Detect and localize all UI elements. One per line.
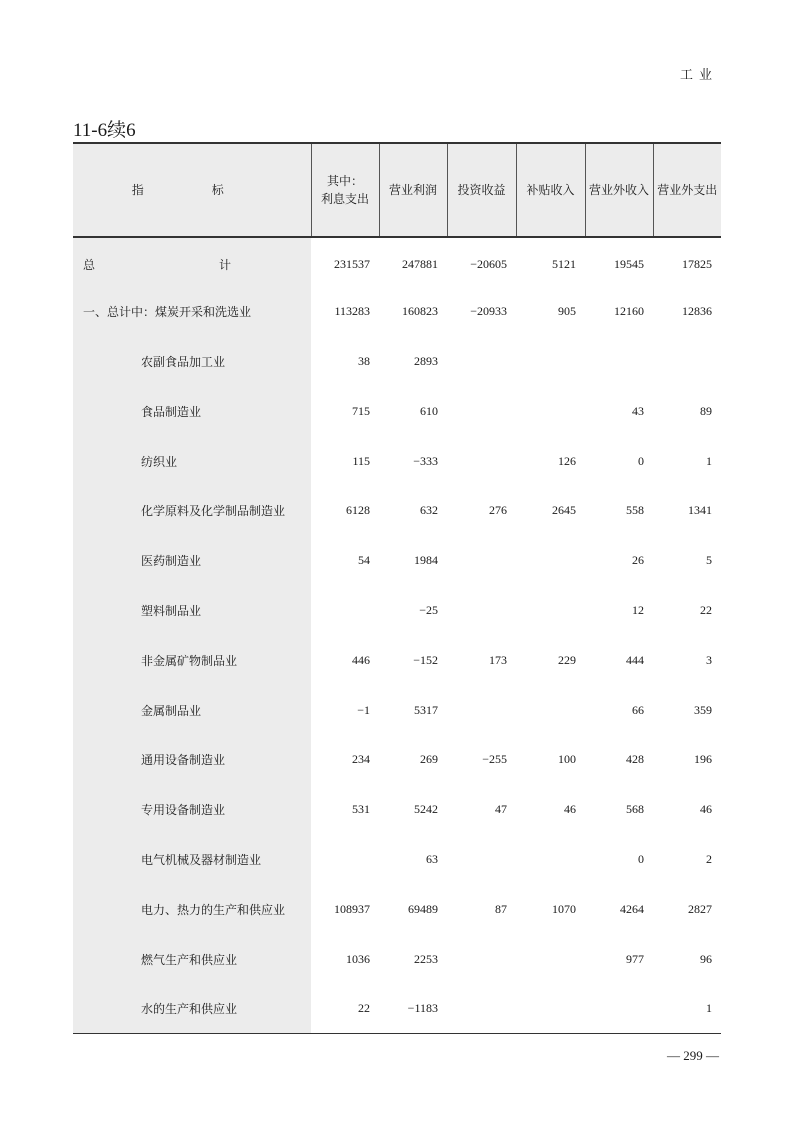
table-row <box>73 287 721 337</box>
column-header-non-operating-income: 营业外收入 <box>585 143 653 237</box>
row-label: 非金属矿物制品业 <box>73 635 311 685</box>
row-label: 水的生产和供应业 <box>73 984 311 1034</box>
table-cell <box>516 835 585 885</box>
page-number: — 299 — <box>667 1048 719 1063</box>
table-cell: 359 <box>694 702 712 717</box>
table-cell: 1341 <box>688 503 712 518</box>
table-cell: 715 <box>352 403 370 418</box>
table-cell: 115 <box>352 453 370 468</box>
table-row <box>73 486 721 536</box>
table-cell: −20605 <box>470 257 507 272</box>
table-cell: 22 <box>700 602 712 617</box>
table-cell: 38 <box>358 353 370 368</box>
table-cell: 269 <box>420 752 438 767</box>
table-cell <box>516 685 585 735</box>
section-label: 工业 <box>679 68 718 83</box>
table-body <box>73 237 721 1034</box>
table-cell <box>447 934 516 984</box>
table-cell <box>311 835 379 885</box>
table-cell: −255 <box>482 752 507 767</box>
table-cell: 558 <box>626 503 644 518</box>
table-cell: 905 <box>558 304 576 319</box>
table-cell: 196 <box>694 752 712 767</box>
table-row <box>73 237 721 287</box>
table-cell: 234 <box>352 752 370 767</box>
table-cell: 12836 <box>682 304 712 319</box>
row-label: 总 计 <box>73 237 311 287</box>
table-row <box>73 635 721 685</box>
table-cell <box>516 386 585 436</box>
table-cell: 12 <box>632 602 644 617</box>
table-row <box>73 586 721 636</box>
table-cell <box>447 436 516 486</box>
table-cell: 568 <box>626 802 644 817</box>
table-cell <box>447 984 516 1034</box>
row-label: 电力、热力的生产和供应业 <box>73 884 311 934</box>
table-cell <box>447 386 516 436</box>
table-cell <box>585 337 653 387</box>
table-cell: 17825 <box>682 257 712 272</box>
table-row <box>73 934 721 984</box>
table-cell: 2 <box>706 851 712 866</box>
row-label: 纺织业 <box>73 436 311 486</box>
table-cell: 446 <box>352 652 370 667</box>
table-cell: 126 <box>558 453 576 468</box>
row-label: 金属制品业 <box>73 685 311 735</box>
table-cell: 66 <box>632 702 644 717</box>
column-header-operating-profit: 营业利润 <box>379 143 447 237</box>
table-cell: −20933 <box>470 304 507 319</box>
table-cell: 247881 <box>402 257 438 272</box>
table-cell: 5317 <box>414 702 438 717</box>
table-row <box>73 984 721 1034</box>
table-cell: 276 <box>489 503 507 518</box>
table-cell: 87 <box>495 901 507 916</box>
table-cell: 632 <box>420 503 438 518</box>
row-label: 塑料制品业 <box>73 586 311 636</box>
table-cell <box>311 586 379 636</box>
table-cell: 173 <box>489 652 507 667</box>
table-cell: 19545 <box>614 257 644 272</box>
table-cell: 22 <box>311 984 379 1034</box>
row-label: 一、总计中：煤炭开采和洗选业 <box>73 287 311 337</box>
table-cell: 1 <box>706 453 712 468</box>
row-label: 食品制造业 <box>73 386 311 436</box>
table-cell: −25 <box>419 602 438 617</box>
row-label: 专用设备制造业 <box>73 785 311 835</box>
table-cell: 89 <box>700 403 712 418</box>
table-cell: 113283 <box>334 304 370 319</box>
data-table <box>73 142 721 1034</box>
table-cell: 108937 <box>334 901 370 916</box>
table-cell: 54 <box>358 553 370 568</box>
table-cell: 444 <box>626 652 644 667</box>
table-cell <box>653 337 721 387</box>
column-header-non-operating-expense: 营业外支出 <box>653 143 721 237</box>
column-header-indicator: 指 标 <box>73 143 311 237</box>
table-cell: 0 <box>638 851 644 866</box>
column-header-interest-expense: 其中： 利息支出 <box>311 143 379 237</box>
table-cell: 4264 <box>620 901 644 916</box>
table-cell: 610 <box>420 403 438 418</box>
table-cell <box>516 984 585 1034</box>
table-row <box>73 386 721 436</box>
table-cell: 3 <box>706 652 712 667</box>
table-cell <box>585 984 653 1034</box>
table-row <box>73 685 721 735</box>
table-cell: 160823 <box>402 304 438 319</box>
table-row <box>73 436 721 486</box>
table-cell <box>447 685 516 735</box>
table-cell <box>447 536 516 586</box>
row-label: 农副食品加工业 <box>73 337 311 387</box>
table-row <box>73 536 721 586</box>
table-cell: 5242 <box>414 802 438 817</box>
table-cell: 46 <box>700 802 712 817</box>
table-cell: 0 <box>638 453 644 468</box>
table-cell: 96 <box>700 951 712 966</box>
table-cell: −333 <box>413 453 438 468</box>
table-cell: 43 <box>632 403 644 418</box>
table-cell: 2893 <box>414 353 438 368</box>
table-cell: 6128 <box>346 503 370 518</box>
table-row <box>73 337 721 387</box>
table-cell: 2645 <box>552 503 576 518</box>
table-header-row <box>73 143 721 237</box>
table-cell: 1 <box>653 984 721 1034</box>
table-cell: −152 <box>413 652 438 667</box>
table-cell: 1984 <box>414 553 438 568</box>
table-row <box>73 785 721 835</box>
table-cell <box>447 835 516 885</box>
table-cell: 100 <box>558 752 576 767</box>
table-row <box>73 735 721 785</box>
table-cell: 531 <box>352 802 370 817</box>
row-label: 电气机械及器材制造业 <box>73 835 311 885</box>
table-cell: 5121 <box>552 257 576 272</box>
table-cell <box>516 536 585 586</box>
column-header-investment-income: 投资收益 <box>447 143 516 237</box>
table-row <box>73 835 721 885</box>
table-cell <box>516 934 585 984</box>
table-cell: 47 <box>495 802 507 817</box>
table-cell: 1070 <box>552 901 576 916</box>
table-cell: 977 <box>626 951 644 966</box>
row-label: 通用设备制造业 <box>73 735 311 785</box>
table-row <box>73 884 721 934</box>
table-cell: 428 <box>626 752 644 767</box>
table-cell <box>516 337 585 387</box>
row-label: 燃气生产和供应业 <box>73 934 311 984</box>
column-header-subsidy-income: 补贴收入 <box>516 143 585 237</box>
data-table-container <box>73 142 721 1034</box>
table-cell: 1036 <box>346 951 370 966</box>
table-cell: 5 <box>706 553 712 568</box>
table-cell: 231537 <box>334 257 370 272</box>
table-cell <box>516 586 585 636</box>
row-label: 化学原料及化学制品制造业 <box>73 486 311 536</box>
table-cell: 46 <box>564 802 576 817</box>
table-cell: 26 <box>632 553 644 568</box>
table-title: 11-6续6 <box>73 120 136 141</box>
table-cell <box>447 586 516 636</box>
table-cell: 2827 <box>688 901 712 916</box>
table-cell: 229 <box>558 652 576 667</box>
table-cell: −1 <box>357 702 370 717</box>
table-cell: 2253 <box>414 951 438 966</box>
table-cell <box>447 337 516 387</box>
table-cell: 12160 <box>614 304 644 319</box>
table-cell: −1183 <box>379 984 447 1034</box>
row-label: 医药制造业 <box>73 536 311 586</box>
table-cell: 63 <box>426 851 438 866</box>
table-cell: 69489 <box>408 901 438 916</box>
